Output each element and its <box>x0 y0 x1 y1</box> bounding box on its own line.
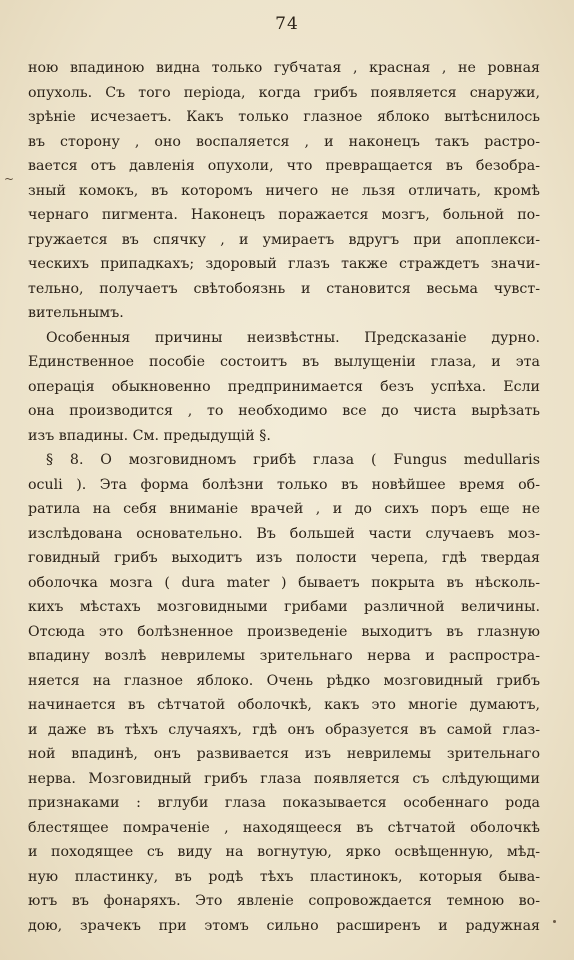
text-line: вительнымъ. <box>28 305 124 321</box>
text-line: oculi ). Эта форма болѣзни только въ новѣйшее время об- <box>28 476 540 493</box>
text-line: въ сторону , оно воспаляется , и наконецъ такъ растро- <box>28 133 540 150</box>
text-line: ютъ въ фонаряхъ. Это явленіе сопровождается темною во- <box>28 893 540 909</box>
text-line: кихъ мѣстахъ мозговидными грибами различной величины. <box>28 599 540 615</box>
text-line: зрѣніе исчезаетъ. Какъ только глазное яблоко вытѣснилось <box>28 109 540 125</box>
margin-mark: ~ <box>4 172 15 186</box>
text-line: операція обыкновенно предпринимается безъ успѣха. Если <box>28 378 540 395</box>
text-line: вается отъ давленія опухоли, что превращается въ безобра- <box>28 158 540 174</box>
text-line: впадину возлѣ неврилемы зрительнаго нерва и распростра- <box>28 648 540 664</box>
text-line: и даже въ тѣхъ случаяхъ, гдѣ онъ образуется въ самой глаз- <box>28 721 540 738</box>
text-line: изслѣдована основательно. Въ большей части случаевъ моз- <box>28 525 540 542</box>
text-line: ческихъ припадкахъ; здоровый глазъ также страждетъ значи- <box>28 256 540 272</box>
text-line: ной впадинѣ, онъ развивается изъ неврилемы зрительнаго <box>28 746 540 762</box>
text-line: признаками : вглуби глаза показывается особеннаго рода <box>28 795 540 811</box>
text-line: говидный грибъ выходитъ изъ полости черепа, гдѣ твердая <box>28 550 540 566</box>
text-line: тельно, получаетъ свѣтобоязнь и становится весьма чувст- <box>28 280 540 297</box>
text-line: няется на глазное яблоко. Очень рѣдко мозговидный грибъ <box>28 672 540 689</box>
text-line: зный комокъ, въ которомъ ничего не льзя отличать, кромѣ <box>28 182 540 199</box>
text-line: изъ впадины. См. предыдущій §. <box>28 427 271 444</box>
text-line: чернаго пигмента. Наконецъ поражается мозгъ, больной по- <box>28 207 540 223</box>
text-line: ную пластинку, въ родѣ тѣхъ пластинокъ, которыя быва- <box>28 868 540 885</box>
text-line: Единственное пособіе состоитъ въ вылущеніи глаза, и эта <box>28 354 540 370</box>
text-line: Особенныя причины неизвѣстны. Предсказаніе дурно. <box>46 329 540 346</box>
body-text <box>28 56 540 938</box>
text-line: начинается въ сѣтчатой оболочкѣ, какъ это многіе думаютъ, <box>28 697 540 713</box>
ink-speck <box>553 920 556 923</box>
text-line: дою, зрачекъ при этомъ сильно расширенъ и радужная <box>28 917 540 934</box>
page-number: 74 <box>275 14 299 34</box>
text-line: Отсюда это болѣзненное произведеніе выходитъ въ глазную <box>28 623 540 640</box>
text-line: оболочка мозга ( dura mater ) бываетъ покрыта въ нѣсколь- <box>28 574 540 591</box>
text-line: блестящее помраченіе , находящееся въ сѣтчатой оболочкѣ <box>28 819 540 836</box>
text-line: ратила на себя вниманіе врачей , и до сихъ поръ еще не <box>28 501 540 517</box>
text-line: нерва. Мозговидный грибъ глаза появляется съ слѣдующими <box>28 770 540 787</box>
text-line: и походящее съ виду на вогнутую, ярко освѣщенную, мѣд- <box>28 844 540 860</box>
text-line: гружается въ спячку , и умираетъ вдругъ при апоплекси- <box>28 231 540 248</box>
text-line: она производится , то необходимо все до чиста вырѣзать <box>28 403 540 419</box>
text-line: ною впадиною видна только губчатая , красная , не ровная <box>28 60 540 76</box>
text-line: § 8. О мозговидномъ грибѣ глаза ( Fungus medullaris <box>46 452 540 468</box>
text-line: опухоль. Съ того періода, когда грибъ появляется снаружи, <box>28 84 540 101</box>
